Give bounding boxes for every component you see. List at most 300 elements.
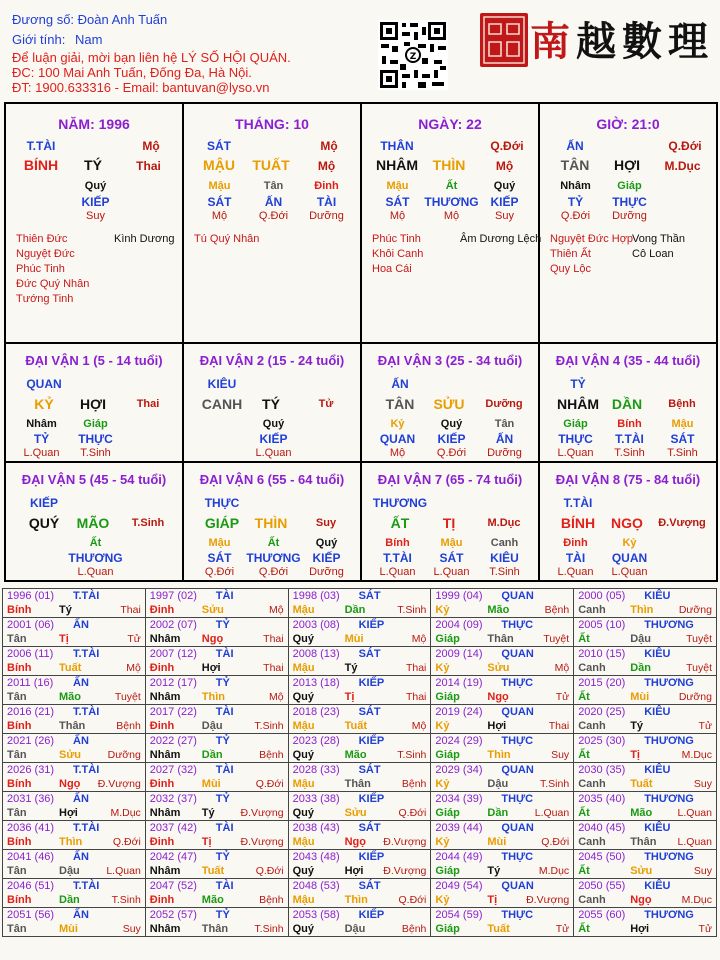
year-cell[interactable] [288, 676, 431, 705]
year-branch: Tuất [59, 662, 82, 674]
hidden-stem-god: SÁT [439, 551, 464, 565]
year-row [3, 879, 717, 908]
year-branch: Mùi [59, 923, 78, 935]
year-god: T.TÀI [73, 764, 100, 776]
year-label: 1998 (03) [292, 590, 340, 602]
year-branch: Ngọ [59, 778, 81, 790]
year-cell[interactable] [145, 850, 288, 879]
year-stage: T.Sinh [540, 778, 570, 790]
year-cell[interactable] [431, 908, 574, 937]
year-branch: Tuất [201, 865, 225, 877]
year-cell[interactable] [3, 647, 146, 676]
year-stem: Canh [578, 894, 606, 906]
pillar-stem-god: SÁT [207, 139, 231, 153]
year-stem: Kỷ [435, 778, 450, 790]
dai-van-title[interactable]: ĐẠI VẬN 2 (15 - 24 tuổi) [199, 353, 345, 368]
year-branch: Thìn [59, 836, 83, 848]
year-label: 2046 (51) [7, 880, 55, 892]
year-label: 2038 (43) [292, 822, 340, 834]
year-label: 2008 (13) [292, 648, 340, 660]
year-god: THỰC [501, 851, 534, 863]
year-branch: Tý [344, 662, 358, 674]
year-cell[interactable] [288, 821, 431, 850]
year-label: 2028 (33) [292, 764, 340, 776]
year-cell-content [3, 734, 145, 762]
year-god: KIẾP [358, 677, 385, 689]
year-cell-content [431, 908, 573, 936]
year-stage: Dưỡng [678, 604, 712, 616]
dai-van-branch: NGỌ [611, 515, 643, 531]
year-branch: Thân [487, 633, 514, 645]
year-cell[interactable] [574, 879, 717, 908]
year-stage: M.Dục [110, 807, 141, 819]
stars-left-list [16, 232, 89, 307]
star-item: Tú Quý Nhân [194, 233, 260, 245]
stars-left-list [550, 232, 633, 277]
year-label: 2019 (24) [435, 706, 483, 718]
pillar-cell [540, 104, 718, 344]
year-stage: Dưỡng [107, 749, 141, 761]
year-cell-content [3, 879, 145, 907]
year-label: 1997 (02) [149, 590, 197, 602]
year-cell[interactable] [574, 763, 717, 792]
dai-van-stem: GIÁP [204, 515, 240, 531]
year-cell[interactable] [574, 821, 717, 850]
year-cell[interactable] [288, 705, 431, 734]
year-cell-content [146, 618, 288, 646]
hidden-stem-stage: Q.Đới [258, 566, 289, 578]
year-stem: Kỷ [435, 604, 450, 616]
year-stem: Mậu [292, 662, 315, 674]
year-god: T.TÀI [73, 822, 100, 834]
stars-right-list [114, 232, 174, 247]
dai-van-cell[interactable] [184, 344, 362, 463]
year-cell-content [3, 676, 145, 704]
dai-van-stage: M.Dục [487, 517, 521, 529]
dai-van-god: KIÊU [207, 377, 237, 391]
year-stage: Đ.Vượng [383, 865, 427, 877]
year-branch: Hợi [59, 807, 78, 819]
year-god: TỶ [215, 619, 230, 631]
year-stage: Bệnh [401, 923, 427, 935]
year-stem: Giáp [435, 923, 460, 935]
year-stem: Tân [7, 749, 27, 761]
year-stem: Đinh [149, 604, 175, 616]
year-god: TỶ [215, 793, 230, 805]
year-cell[interactable] [431, 647, 574, 676]
year-stage: Q.Đới [112, 836, 141, 848]
year-cell-content [146, 589, 288, 617]
year-stage: Thai [263, 633, 284, 645]
year-cell[interactable] [431, 879, 574, 908]
brand-char-1: 南 [530, 18, 570, 65]
dai-van-stem: QUÝ [28, 515, 60, 531]
year-cell[interactable] [145, 879, 288, 908]
year-cell[interactable] [431, 676, 574, 705]
year-cell[interactable] [574, 792, 717, 821]
year-stage: Tuyệt [686, 662, 712, 674]
year-cell[interactable] [145, 589, 288, 618]
year-stage: T.Sinh [111, 894, 141, 906]
year-cell[interactable] [574, 705, 717, 734]
year-god: SÁT [358, 706, 381, 718]
gender-value: Nam [74, 32, 103, 47]
year-cell-content [289, 879, 431, 907]
hidden-stem-god: ẤN [264, 195, 283, 209]
year-stem: Giáp [435, 865, 460, 877]
year-cell-content [574, 850, 716, 878]
hidden-stem-stage: T.Sinh [489, 566, 520, 578]
year-god: QUAN [501, 706, 534, 718]
dai-van-cell[interactable] [362, 463, 540, 582]
year-stage: Bệnh [544, 604, 570, 616]
year-stage: M.Dục [681, 894, 712, 906]
year-branch: Ngọ [630, 894, 652, 906]
dai-van-title[interactable]: ĐẠI VẬN 4 (35 - 44 tuổi) [555, 353, 701, 368]
hidden-stem: Nhâm [560, 180, 591, 192]
hidden-stem: Đinh [563, 537, 588, 549]
dai-van-title[interactable]: ĐẠI VẬN 6 (55 - 64 tuổi) [199, 472, 345, 487]
star-item: Kình Dương [114, 233, 175, 245]
year-branch: Dần [59, 894, 80, 906]
year-cell-content [574, 676, 716, 704]
hidden-stem-god: THƯƠNG [246, 551, 301, 565]
year-branch: Hợi [344, 865, 364, 877]
year-cell[interactable] [3, 676, 146, 705]
year-branch: Mùi [630, 691, 650, 703]
year-stage: Đ.Vượng [383, 836, 427, 848]
year-stage: Q.Đới [398, 894, 427, 906]
dai-van-branch: DẦN [611, 396, 643, 412]
year-cell[interactable] [574, 589, 717, 618]
year-god: ẤN [73, 677, 89, 689]
dai-van-title[interactable]: ĐẠI VẬN 8 (75 - 84 tuổi) [555, 472, 701, 487]
year-row [3, 618, 717, 647]
year-cell[interactable] [288, 763, 431, 792]
year-cell[interactable] [431, 792, 574, 821]
year-branch: Mão [630, 807, 653, 819]
hidden-stem-god: ẤN [495, 432, 514, 446]
year-cell[interactable] [431, 763, 574, 792]
year-branch: Mão [59, 691, 81, 703]
year-branch: Thân [630, 836, 657, 848]
year-cell-content [146, 734, 288, 762]
hidden-stem: Canh [490, 537, 519, 549]
year-label: 2039 (44) [435, 822, 483, 834]
year-cell-content [146, 850, 288, 878]
qr-code-icon[interactable] [378, 20, 448, 90]
year-stage: Đ.Vượng [240, 836, 284, 848]
dai-van-stage: Đ.Vượng [658, 517, 706, 529]
year-cell[interactable] [574, 647, 717, 676]
year-cell[interactable] [3, 763, 146, 792]
year-label: 2049 (54) [435, 880, 483, 892]
dai-van-branch: HỢI [80, 396, 106, 412]
year-label: 2030 (35) [578, 764, 626, 776]
year-stage: Suy [693, 778, 712, 790]
year-stem: Mậu [292, 720, 315, 732]
year-label: 2044 (49) [435, 851, 483, 863]
year-cell[interactable] [288, 618, 431, 647]
year-row [3, 908, 717, 937]
year-cell[interactable] [145, 647, 288, 676]
year-cell[interactable] [145, 908, 288, 937]
year-cell[interactable] [3, 705, 146, 734]
year-cell[interactable] [145, 676, 288, 705]
hidden-stem-stage: Mộ [211, 210, 228, 222]
year-stage: Q.Đới [255, 778, 284, 790]
year-label: 2042 (47) [149, 851, 197, 863]
year-cell[interactable] [145, 618, 288, 647]
year-cell-content [3, 908, 145, 936]
year-cell-content [146, 879, 288, 907]
year-cell[interactable] [431, 589, 574, 618]
dai-van-cell[interactable] [540, 344, 718, 463]
year-label: 2012 (17) [149, 677, 197, 689]
year-god: ẤN [73, 735, 89, 747]
year-label: 1999 (04) [435, 590, 483, 602]
year-cell[interactable] [145, 705, 288, 734]
year-stage: Thai [405, 662, 427, 674]
hidden-stem: Ất [89, 537, 102, 549]
dai-van-god: T.TÀI [563, 496, 593, 510]
year-stem: Tân [7, 633, 27, 645]
star-item: Nguyệt Đức [16, 248, 75, 260]
year-branch: Sửu [344, 807, 367, 819]
dai-van-stage: T.Sinh [131, 517, 165, 529]
year-label: 2054 (59) [435, 909, 483, 921]
stars-left-list [372, 232, 423, 277]
hidden-stem-god: KIÊU [490, 551, 519, 565]
annual-luck-table [2, 588, 717, 937]
year-label: 2027 (32) [149, 764, 197, 776]
year-cell-content [574, 589, 716, 617]
year-cell[interactable] [431, 705, 574, 734]
year-stem: Đinh [149, 836, 175, 848]
year-cell-content [431, 821, 573, 849]
year-label: 2011 (16) [7, 677, 54, 689]
year-branch: Sửu [59, 749, 82, 761]
year-cell[interactable] [3, 908, 146, 937]
star-item: Âm Dương Lệch [460, 233, 542, 245]
star-item: Vong Thần [632, 233, 686, 245]
hidden-stem: Tân [263, 180, 284, 192]
year-cell[interactable] [431, 821, 574, 850]
year-cell-content [289, 676, 431, 704]
year-cell[interactable] [145, 763, 288, 792]
year-stage: Thai [548, 720, 570, 732]
hidden-stem: Giáp [617, 180, 642, 192]
year-cell[interactable] [145, 821, 288, 850]
pillar-branch: TÝ [84, 157, 102, 173]
year-stage: Tuyệt [686, 633, 712, 645]
hidden-stem-stage: Dưỡng [309, 566, 344, 578]
hidden-stem-god: TÀI [316, 195, 337, 209]
year-stage: Tuyệt [543, 633, 570, 645]
hidden-stem-god: SÁT [670, 432, 695, 446]
year-cell[interactable] [288, 850, 431, 879]
year-label: 2026 (31) [7, 764, 55, 776]
year-god: THƯƠNG [644, 851, 694, 863]
year-branch: Mùi [487, 836, 507, 848]
year-stage: L.Quan [106, 865, 141, 877]
dai-van-cell[interactable] [184, 463, 362, 582]
year-cell[interactable] [574, 618, 717, 647]
year-stem: Canh [578, 662, 606, 674]
year-cell-content [3, 589, 145, 617]
year-cell-content [574, 734, 716, 762]
year-god: SÁT [358, 648, 381, 660]
hidden-stem-stage: Dưỡng [309, 210, 344, 222]
year-cell-content [146, 821, 288, 849]
dai-van-stage: Dưỡng [485, 398, 523, 410]
year-stage: Tử [555, 691, 570, 703]
year-cell[interactable] [3, 850, 146, 879]
year-branch: Mão [344, 749, 367, 761]
year-stage: Tuyệt [114, 691, 141, 703]
dai-van-stem: KỶ [34, 396, 54, 412]
year-cell[interactable] [288, 589, 431, 618]
year-god: THƯƠNG [644, 735, 694, 747]
year-cell[interactable] [288, 734, 431, 763]
year-cell[interactable] [574, 850, 717, 879]
year-cell[interactable] [145, 734, 288, 763]
year-god: T.TÀI [73, 880, 100, 892]
hidden-stem-god: THỰC [558, 432, 593, 446]
dai-van-cell[interactable] [6, 463, 184, 582]
dai-van-cell[interactable] [362, 344, 540, 463]
year-label: 2010 (15) [578, 648, 626, 660]
year-branch: Thân [201, 923, 229, 935]
dai-van-god: THƯƠNG [372, 496, 428, 510]
year-cell[interactable] [3, 792, 146, 821]
year-cell-content [431, 589, 573, 617]
year-god: KIÊU [644, 822, 671, 834]
year-cell[interactable] [288, 792, 431, 821]
dai-van-title[interactable]: ĐẠI VẬN 1 (5 - 14 tuổi) [25, 353, 163, 368]
year-cell[interactable] [3, 734, 146, 763]
year-cell-content [3, 821, 145, 849]
year-label: 2035 (40) [578, 793, 626, 805]
year-cell[interactable] [574, 908, 717, 937]
hidden-stem-god: T.TÀI [383, 551, 412, 565]
year-cell[interactable] [3, 618, 146, 647]
year-cell[interactable] [574, 734, 717, 763]
year-cell-content [289, 618, 431, 646]
hidden-stem: Kỷ [622, 537, 637, 549]
pillar-branch: HỢI [614, 157, 640, 173]
year-label: 2043 (48) [292, 851, 340, 863]
year-branch: Tý [59, 604, 72, 616]
svg-text:Z: Z [409, 52, 417, 62]
year-branch: Tuất [630, 778, 653, 790]
year-label: 2014 (19) [435, 677, 483, 689]
hidden-stem-god: QUAN [379, 432, 416, 446]
year-label: 2004 (09) [435, 619, 483, 631]
year-branch: Dậu [201, 720, 223, 732]
year-label: 2018 (23) [292, 706, 340, 718]
year-stage: Mộ [269, 604, 284, 616]
year-label: 2034 (39) [435, 793, 483, 805]
year-label: 2007 (12) [149, 648, 197, 660]
hidden-stem: Quý [84, 180, 107, 192]
year-cell-content [431, 647, 573, 675]
hidden-stem-stage: L.Quan [379, 566, 416, 578]
year-stage: Thai [405, 691, 427, 703]
year-stage: Bệnh [259, 749, 284, 761]
year-stage: Mộ [411, 720, 427, 732]
dai-van-cell[interactable] [540, 463, 718, 582]
year-branch: Thìn [487, 749, 511, 761]
hidden-stem-god: KIẾP [81, 195, 110, 209]
pillar-branch-stage: Mộ [317, 159, 336, 173]
hidden-stem-stage: L.Quan [557, 566, 594, 578]
year-cell[interactable] [431, 850, 574, 879]
year-god: SÁT [358, 764, 381, 776]
year-god: THỰC [501, 735, 534, 747]
year-cell-content [574, 879, 716, 907]
year-cell[interactable] [3, 821, 146, 850]
dai-van-title[interactable]: ĐẠI VẬN 5 (45 - 54 tuổi) [21, 472, 167, 487]
year-stem: Ất [578, 691, 590, 703]
stars-left-list [194, 232, 259, 247]
year-cell[interactable] [145, 792, 288, 821]
year-cell-content [574, 908, 716, 936]
year-cell[interactable] [3, 879, 146, 908]
year-label: 2016 (21) [7, 706, 55, 718]
owner-name: Đương số: Đoàn Anh Tuấn [12, 12, 168, 27]
year-stage: Suy [551, 749, 570, 761]
hidden-stem: Giáp [83, 418, 108, 430]
phone-email-line[interactable]: ĐT: 1900.633316 - Email: bantuvan@lyso.vn [12, 80, 270, 95]
dai-van-god: QUAN [26, 377, 62, 391]
year-cell[interactable] [3, 589, 146, 618]
year-label: 2003 (08) [292, 619, 340, 631]
hidden-stem: Bính [617, 418, 642, 430]
year-cell-content [3, 850, 145, 878]
year-cell[interactable] [288, 908, 431, 937]
dai-van-cell[interactable] [6, 344, 184, 463]
year-label: 2023 (28) [292, 735, 340, 747]
year-stem: Đinh [149, 778, 175, 790]
year-cell[interactable] [431, 734, 574, 763]
year-branch: Ngọ [201, 633, 224, 645]
star-item: Phúc Tinh [372, 233, 421, 245]
year-label: 2040 (45) [578, 822, 626, 834]
year-cell[interactable] [288, 879, 431, 908]
star-item: Hoa Cái [372, 263, 412, 275]
dai-van-title[interactable]: ĐẠI VẬN 3 (25 - 34 tuổi) [377, 353, 523, 368]
year-god: QUAN [501, 764, 534, 776]
year-cell[interactable] [574, 676, 717, 705]
year-stage: T.Sinh [254, 720, 284, 732]
year-branch: Mùi [201, 778, 221, 790]
year-stem: Quý [292, 807, 314, 819]
year-label: 2047 (52) [149, 880, 197, 892]
year-cell-content [431, 734, 573, 762]
year-cell[interactable] [431, 618, 574, 647]
hidden-stem-god: THƯƠNG [424, 195, 479, 209]
year-stem: Mậu [292, 778, 315, 790]
year-god: THỰC [501, 793, 534, 805]
year-cell[interactable] [288, 647, 431, 676]
year-branch: Tuất [487, 923, 510, 935]
year-stage: Dưỡng [678, 691, 712, 703]
year-branch: Dậu [487, 778, 509, 790]
year-stage: M.Dục [538, 865, 570, 877]
year-branch: Hợi [201, 662, 221, 674]
dai-van-title[interactable]: ĐẠI VẬN 7 (65 - 74 tuổi) [377, 472, 523, 487]
